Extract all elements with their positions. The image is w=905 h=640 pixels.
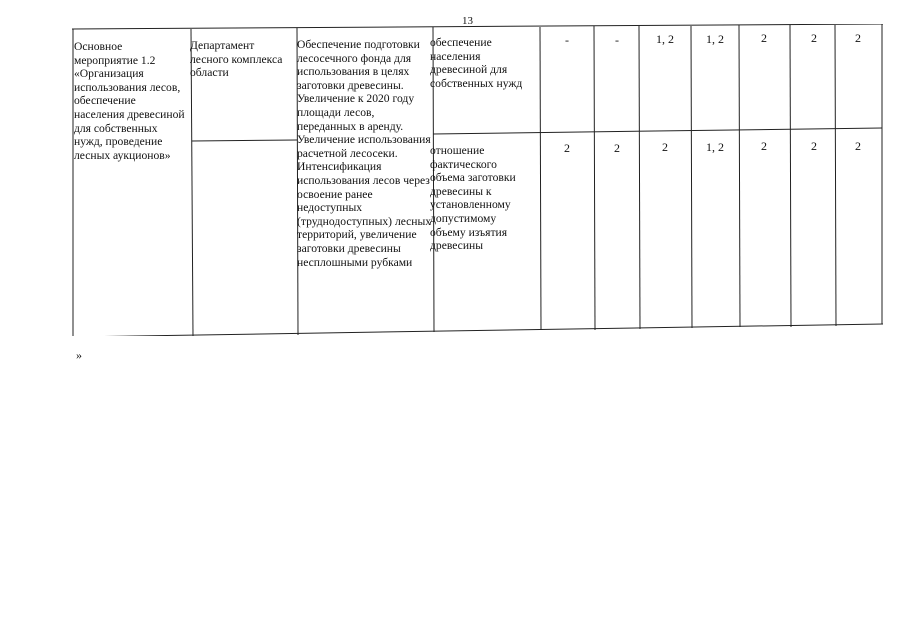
indicator-value: 2 xyxy=(811,31,817,45)
indicator-value: 1, 2 xyxy=(706,140,724,154)
indicator-value: 2 xyxy=(614,141,620,155)
indicator-value: 2 xyxy=(761,31,767,45)
description-cell: Обеспечение подготовки лесосечного фонда для использования в целях заготовки древесины. Увеличение к 2020 году площади лесов, переданных в аренду. Увеличение использования расчетной лесосеки. Интенсификация использования лесов через освоение ранее недоступных (труднодоступных) лесных территорий, увеличение заготовки древесины несплошными рубками xyxy=(297,38,432,269)
measures-table xyxy=(72,24,883,336)
indicator-value: 2 xyxy=(761,139,767,153)
indicator-value: 2 xyxy=(564,141,570,155)
measure-cell: Основное мероприятие 1.2 «Организация использования лесов, обеспечение населения древесиной для собственных нужд, проведение лесных аукционов» xyxy=(74,40,185,162)
indicator-value: 1, 2 xyxy=(706,32,724,46)
indicator-name: обеспечение населения древесиной для собственных нужд xyxy=(430,36,523,90)
indicator-value: 1, 2 xyxy=(656,32,674,46)
indicator-value: 2 xyxy=(855,31,861,45)
indicator-value: 2 xyxy=(855,139,861,153)
indicator-name: отношение фактического объема заготовки древесины к установленному допустимому объему изъятия древесины xyxy=(430,144,516,253)
indicator-value: - xyxy=(615,33,619,47)
indicator-value: 2 xyxy=(811,139,817,153)
indicator-value: 2 xyxy=(662,140,668,154)
indicator-value: - xyxy=(565,33,569,47)
page-number: 13 xyxy=(462,15,473,27)
department-cell: Департамент лесного комплекса области xyxy=(190,39,283,80)
closing-quote: » xyxy=(76,348,82,362)
